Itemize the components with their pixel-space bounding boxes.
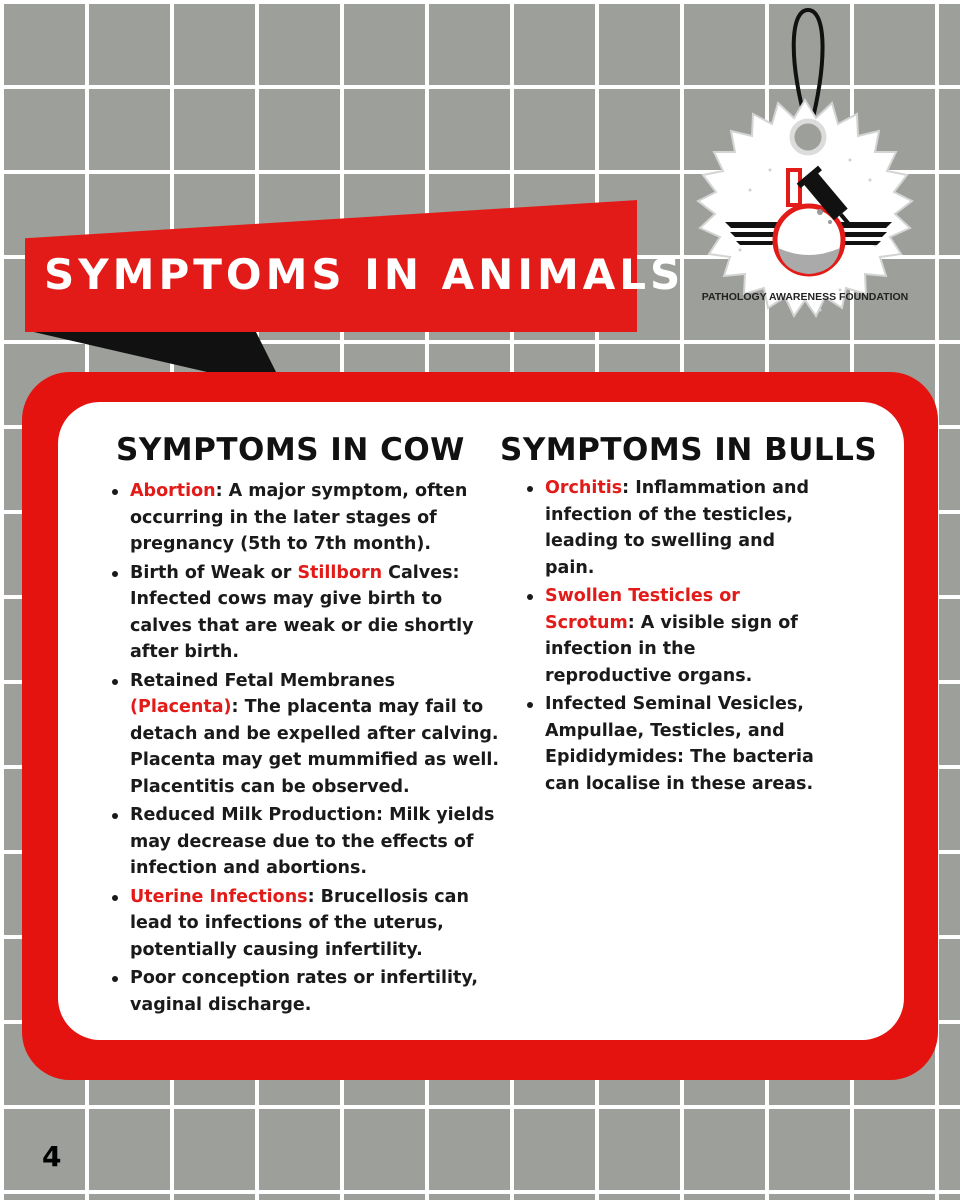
- bullet-icon: [112, 679, 118, 685]
- list-item: [110, 884, 505, 964]
- item-text: : Inflammation and infection of the testicles, leading to swelling and pain.: [545, 478, 809, 578]
- list-item: [110, 802, 505, 882]
- highlighted-term: Uterine Infections: [130, 886, 308, 907]
- highlighted-term: Stillborn: [297, 562, 383, 583]
- bullet-icon: [112, 571, 118, 577]
- cow-section-title: SYMPTOMS IN COW: [116, 432, 465, 468]
- cow-symptom-list: [110, 478, 505, 1020]
- bull-section-title: SYMPTOMS IN BULLS: [500, 432, 878, 468]
- list-item: [110, 668, 505, 801]
- logo-tag: [670, 0, 960, 400]
- banner-title: SYMPTOMS IN ANIMALS: [44, 250, 685, 299]
- list-item: [110, 965, 505, 1018]
- highlighted-term: Abortion: [130, 481, 216, 501]
- highlighted-term: Swollen Testicles or Scrotum: [545, 586, 740, 633]
- highlighted-term: Orchitis: [545, 478, 623, 498]
- bullet-icon: [527, 702, 533, 708]
- bullet-icon: [527, 594, 533, 600]
- item-text: Infected Seminal Vesicles, Ampullae, Testicles, and Epididymides: The bacteria can localise in these areas.: [545, 694, 814, 794]
- item-text: Reduced Milk Production: Milk yields may decrease due to the effects of infection and abortions.: [130, 805, 495, 878]
- list-item: [110, 560, 505, 666]
- bullet-icon: [527, 486, 533, 492]
- item-text: : Brucellosis can lead to infections of the uterus, potentially causing infertility.: [130, 886, 469, 960]
- bullet-icon: [112, 813, 118, 819]
- bullet-icon: [112, 976, 118, 982]
- list-item: [525, 583, 825, 689]
- page-number: 4: [42, 1140, 62, 1173]
- item-text: Poor conception rates or infertility, vaginal discharge.: [130, 968, 479, 1015]
- bullet-icon: [112, 895, 118, 901]
- item-text: Retained Fetal Membranes: [130, 670, 396, 691]
- bullet-icon: [112, 489, 118, 495]
- item-text: Birth of Weak or: [130, 562, 298, 583]
- item-text: : A major symptom, often occurring in the later stages of pregnancy (5th to 7th month).: [130, 481, 468, 554]
- list-item: [525, 475, 825, 581]
- list-item: [110, 478, 505, 558]
- bull-symptom-list: [525, 475, 825, 799]
- org-name: PATHOLOGY AWARENESS FOUNDATION: [701, 291, 909, 303]
- highlighted-term: (Placenta): [130, 697, 232, 717]
- item-text: Calves: Infected cows may give birth to calves that are weak or die shortly after birth.: [130, 562, 474, 662]
- item-text: : The placenta may fail to detach and be expelled after calving. Placenta may get mummified as well. Placentitis can be observed.: [130, 697, 500, 797]
- list-item: [525, 691, 825, 797]
- item-text: : A visible sign of infection in the reproductive organs.: [545, 612, 798, 686]
